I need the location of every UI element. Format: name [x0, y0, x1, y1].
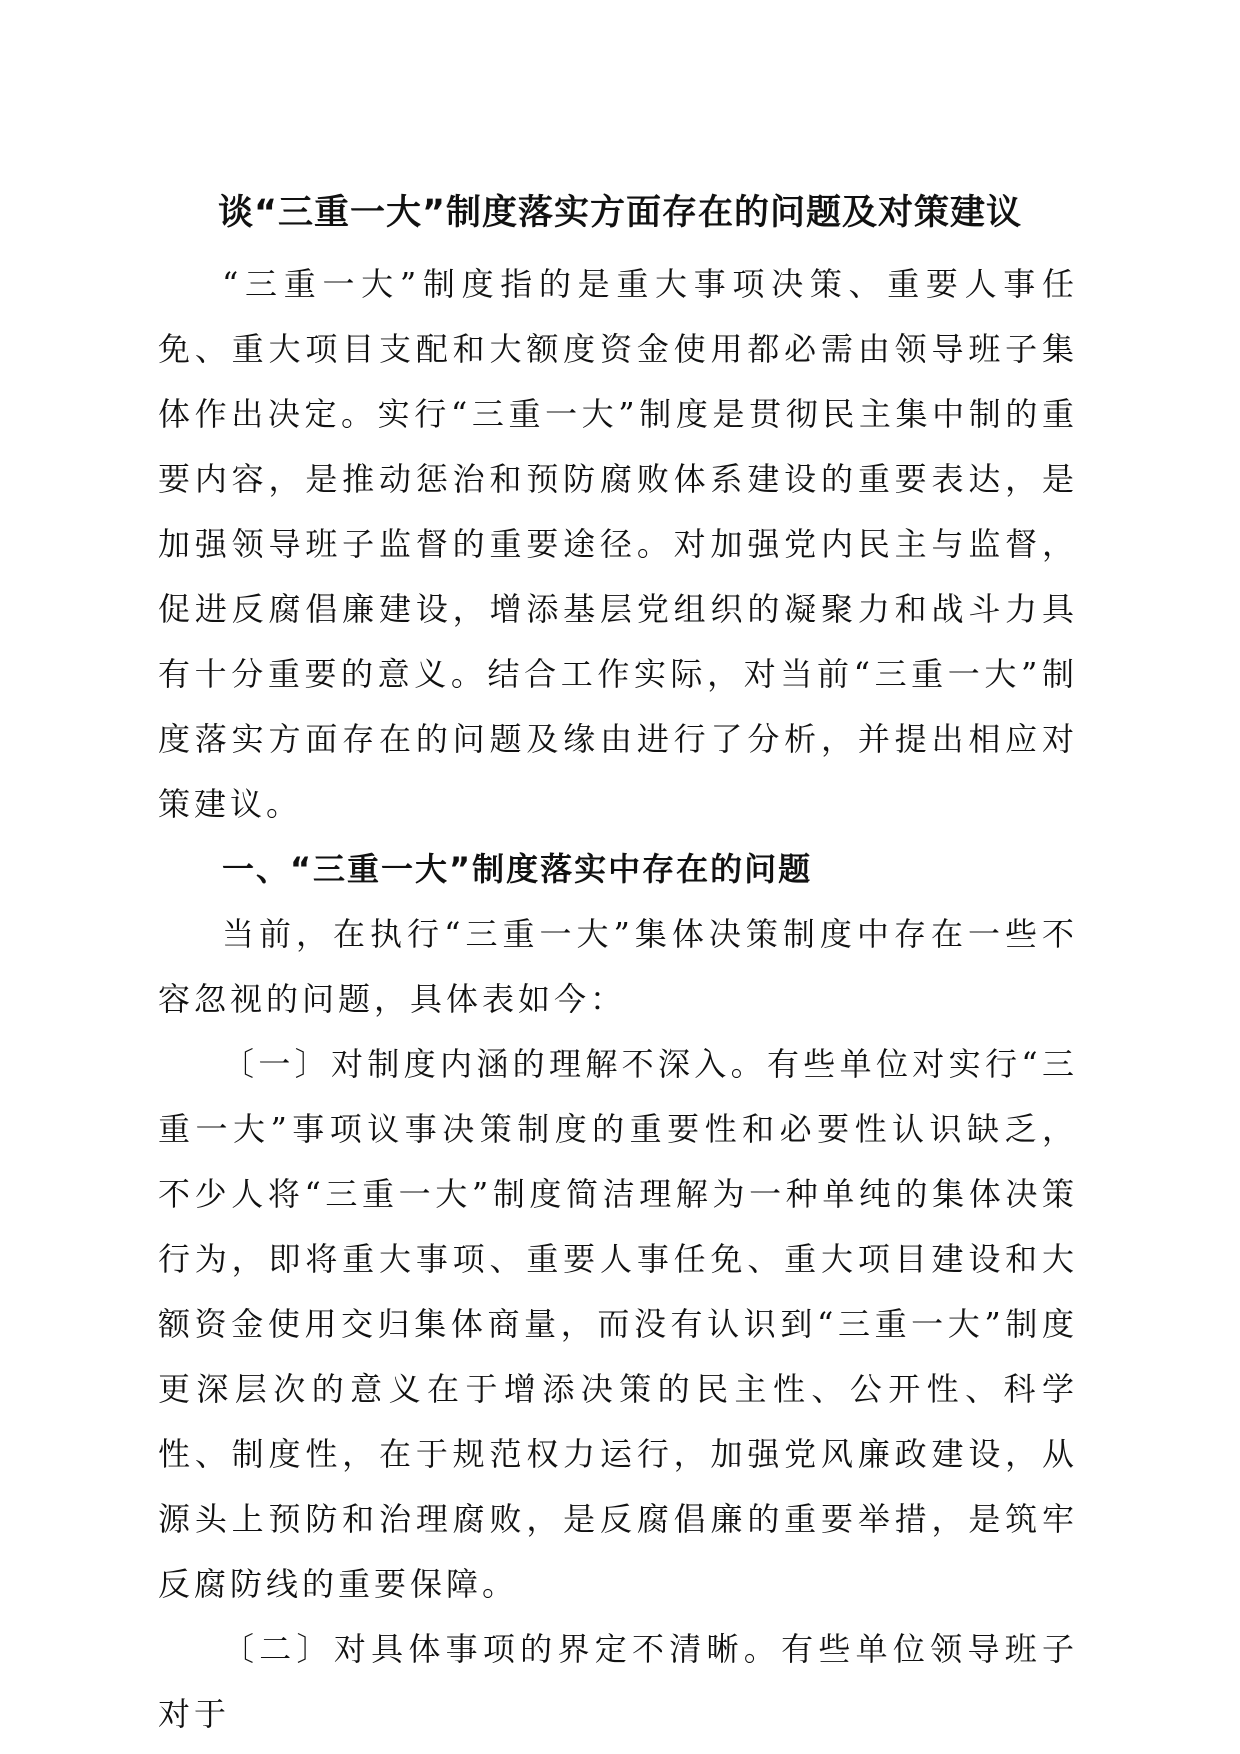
item-paragraph-2: 〔二〕对具体事项的界定不清晰。有些单位领导班子对于 [158, 1630, 1078, 1733]
document-title: 谈“三重一大”制度落实方面存在的问题及对策建议 [217, 193, 1022, 233]
document-body [158, 252, 1078, 1747]
item-paragraph-1: 〔一〕对制度内涵的理解不深入。有些单位对实行“三重一大”事项议事决策制度的重要性和必要性认识缺乏，不少人将“三重一大”制度简洁理解为一种单纯的集体决策行为，即将重大事项、重要人事任免、重大项目建设和大额资金使用交归集体商量，而没有认识到“三重一大”制度更深层次的意义在于增添决策的民主性、公开性、科学性、制度性，在于规范权力运行，加强党风廉政建设，从源头上预防和治理腐败，是反腐倡廉的重要举措，是筑牢反腐防线的重要保障。 [158, 1045, 1078, 1603]
section-heading: 一、“三重一大”制度落实中存在的问题 [222, 850, 813, 888]
intro-paragraph: “三重一大”制度指的是重大事项决策、重要人事任免、重大项目支配和大额度资金使用都必需由领导班子集体作出决定。实行“三重一大”制度是贯彻民主集中制的重要内容，是推动惩治和预防腐败体系建设的重要表达，是加强领导班子监督的重要途径。对加强党内民主与监督，促进反腐倡廉建设，增添基层党组织的凝聚力和战斗力具有十分重要的意义。结合工作实际，对当前“三重一大”制度落实方面存在的问题及缘由进行了分析，并提出相应对策建议。 [158, 265, 1078, 823]
section-lead-paragraph: 当前，在执行“三重一大”集体决策制度中存在一些不容忽视的问题，具体表如今： [158, 915, 1078, 1018]
